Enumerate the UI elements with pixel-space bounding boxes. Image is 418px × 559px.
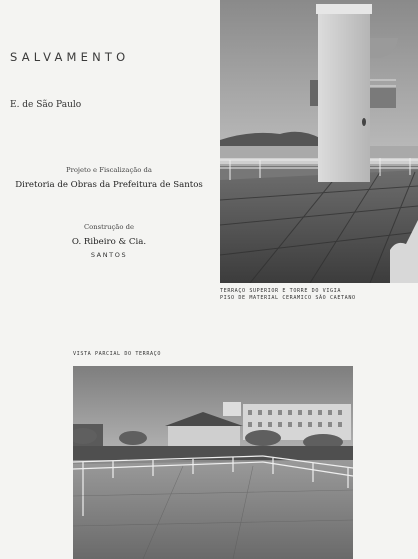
page-title: SALVAMENTO	[10, 50, 130, 64]
project-label: Projeto e Fiscalização da	[66, 166, 152, 174]
construction-city: SANTOS	[90, 251, 128, 259]
project-org: Diretoria de Obras da Prefeitura de Santos	[15, 180, 203, 190]
location-subtitle: E. de São Paulo	[10, 100, 82, 110]
tower-caption-line-2: PISO DE MATERIAL CERAMICO SÃO CAETANO	[220, 295, 356, 301]
construction-credit	[0, 223, 218, 259]
terrace-photo-caption: VISTA PARCIAL DO TERRAÇO	[73, 351, 162, 357]
terrace-view-photo	[73, 366, 353, 559]
tower-terrace-photo	[220, 0, 418, 283]
construction-label: Construção de	[83, 223, 134, 231]
project-credit	[0, 166, 218, 190]
tower-caption-line-1: TERRAÇO SUPERIOR E TORRE DO VIGIA	[220, 288, 342, 294]
construction-company: O. Ribeiro & Cia.	[71, 237, 147, 247]
tower-photo-caption	[220, 288, 356, 302]
